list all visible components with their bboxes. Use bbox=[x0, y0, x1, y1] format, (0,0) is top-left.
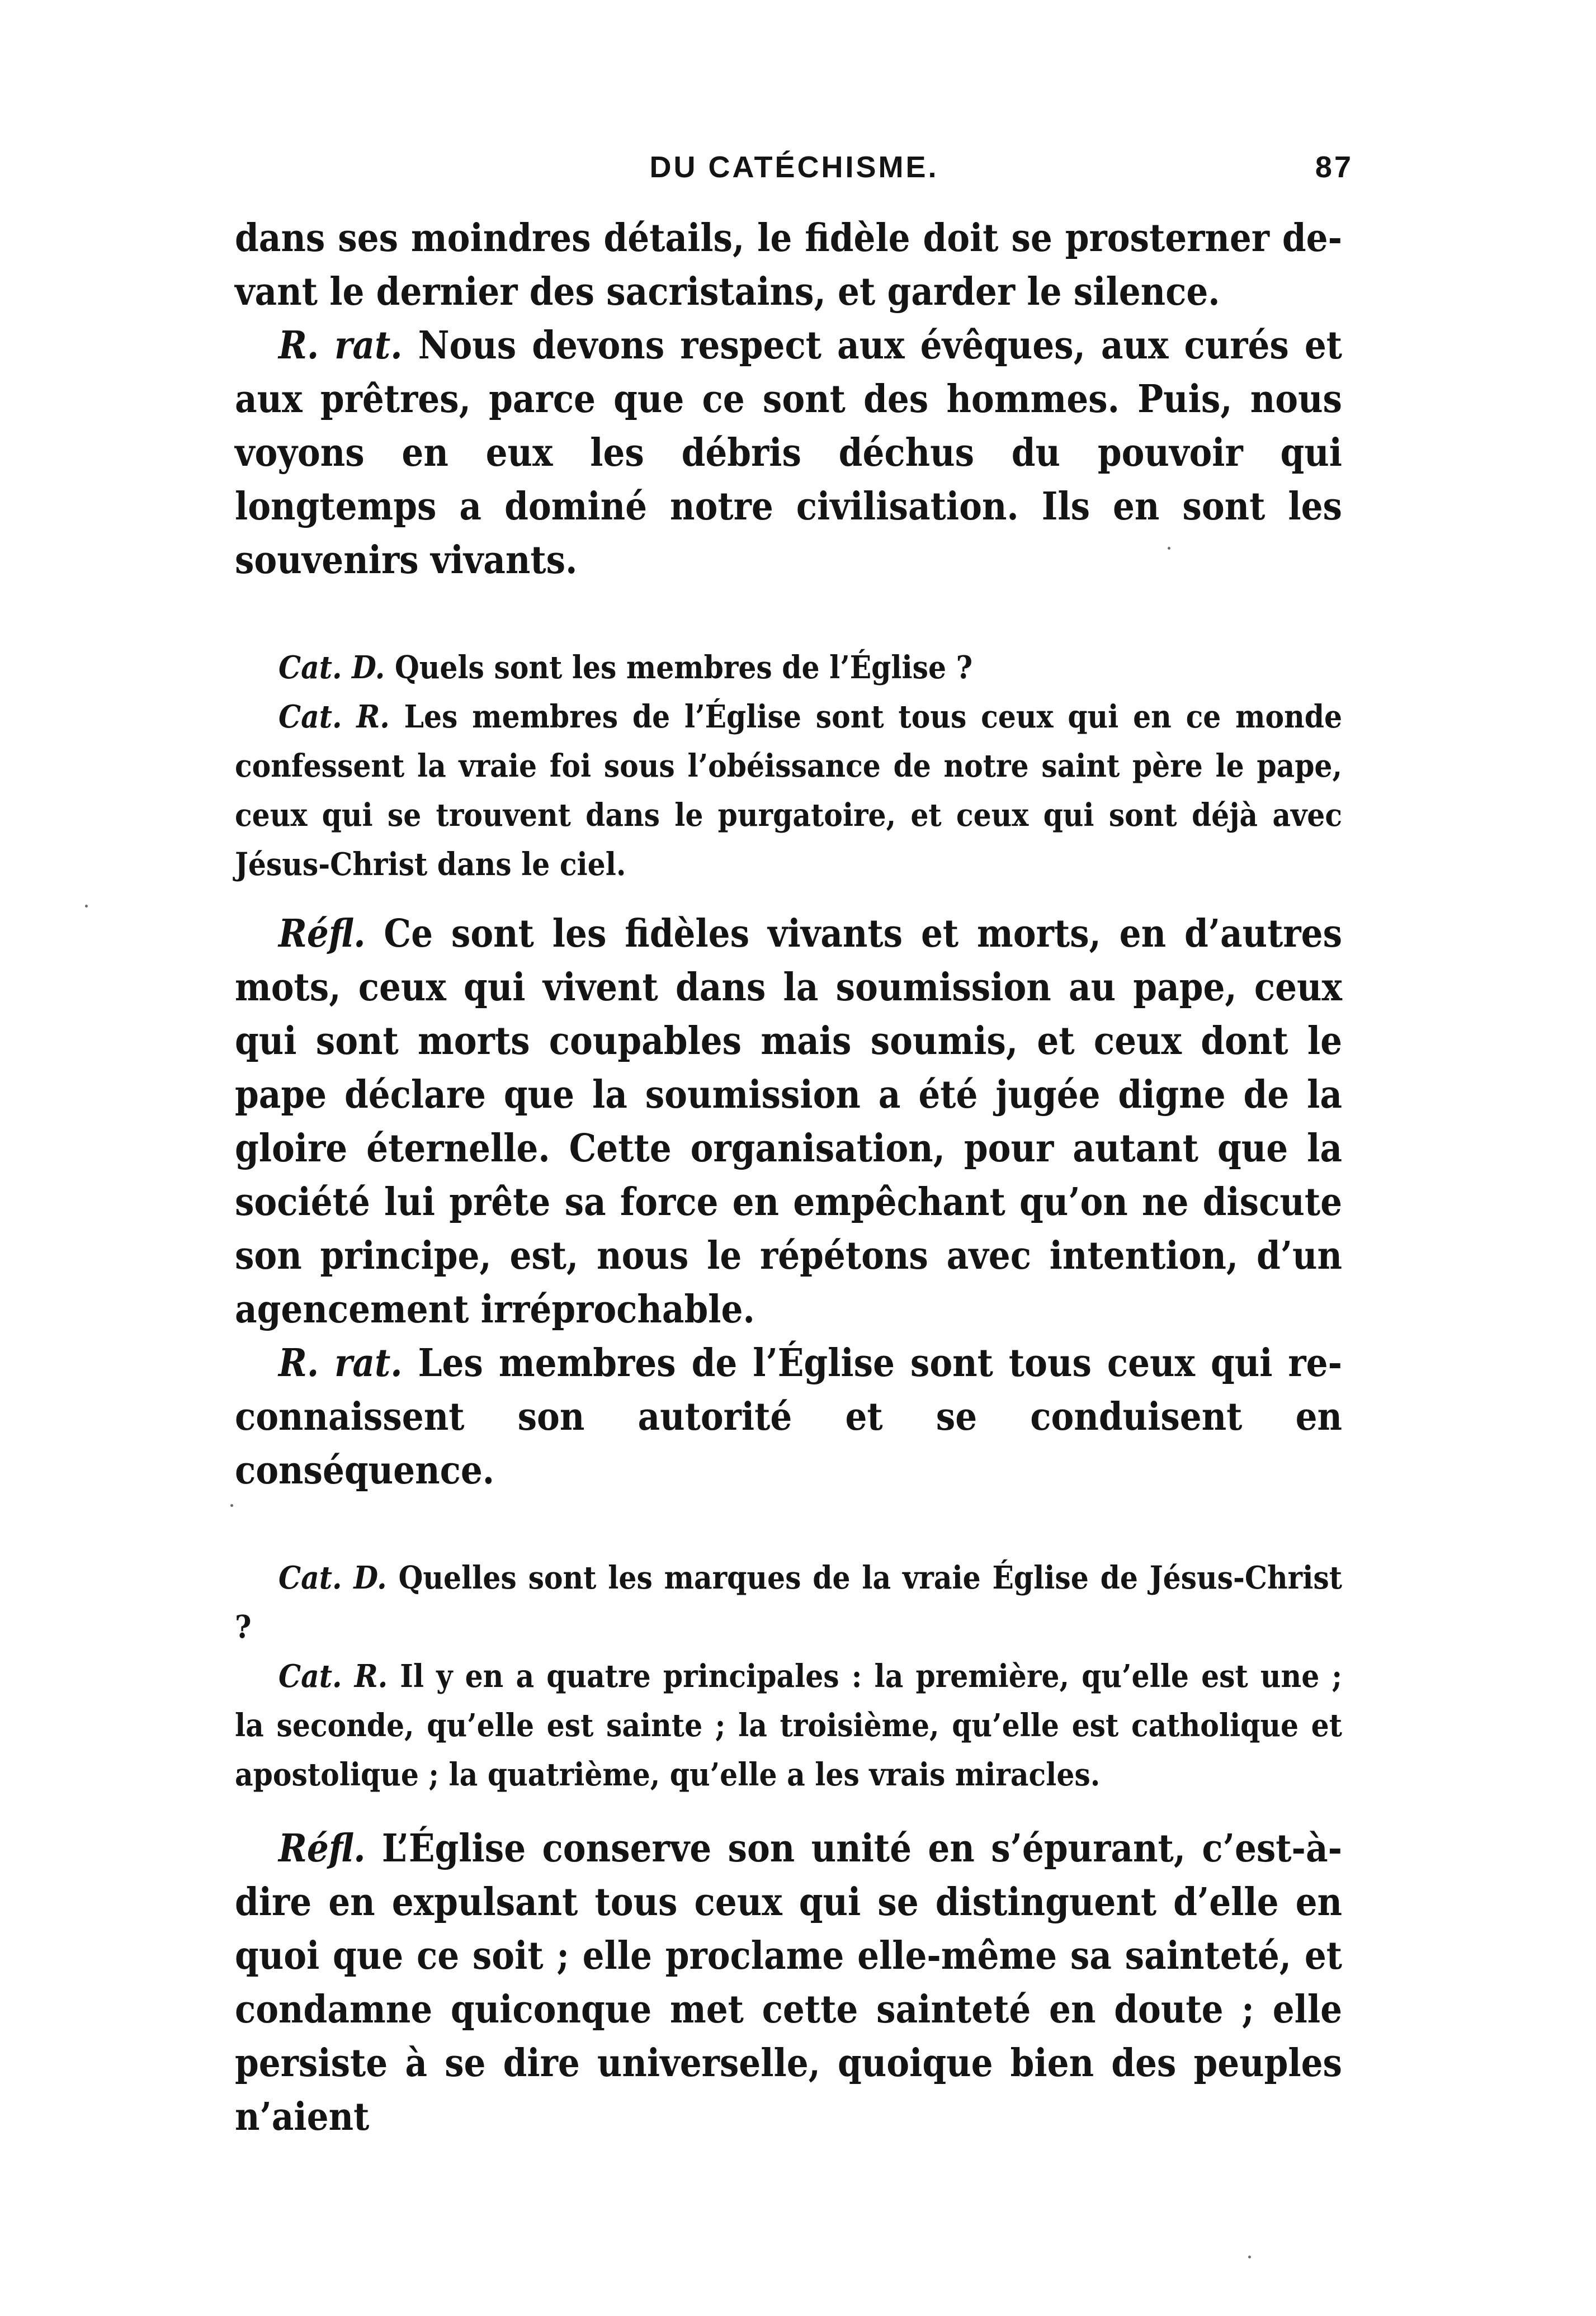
running-head bbox=[235, 150, 1353, 195]
paragraph-text: Les membres de l’Église sont tous ceux qui en ce monde confessent la vraie foi sous l’obéissance de notre saint père le pape, ceux qui se trouvent dans le purgatoire, et ceux qui sont déjà avec Jésus-Christ dans le ciel. bbox=[235, 698, 1342, 883]
paragraph-catechism-question bbox=[235, 643, 1342, 692]
paragraph-text: dans ses moindres détails, le fidèle doit se prosterner devant le dernier des sacristains, et garder le silence. bbox=[235, 216, 1342, 314]
body-text bbox=[235, 211, 1342, 2144]
paragraph-text: Il y en a quatre principales : la première, qu’elle est une ; la seconde, qu’elle est sainte ; la troisième, qu’elle est catholique et apostolique ; la quatrième, qu’elle a les vrais miracles. bbox=[235, 1658, 1342, 1793]
paragraph-text: Quelles sont les marques de la vraie Église de Jésus-Christ ? bbox=[235, 1559, 1342, 1646]
paragraph-reflection bbox=[235, 907, 1342, 1336]
page-number: 87 bbox=[1315, 150, 1353, 184]
section-gap bbox=[235, 1497, 1342, 1553]
paragraph-catechism-answer bbox=[235, 1652, 1342, 1799]
paragraph-lead: Réfl. bbox=[278, 911, 366, 956]
paragraph-catechism-answer bbox=[235, 692, 1342, 889]
section-gap bbox=[235, 587, 1342, 643]
paragraph-lead: Cat. D. bbox=[278, 649, 385, 686]
paper-speck bbox=[230, 1504, 233, 1507]
paper-speck bbox=[85, 905, 88, 908]
paragraph-continuation bbox=[235, 211, 1342, 319]
paper-speck bbox=[1168, 547, 1170, 550]
paragraph-text: Quels sont les membres de l’Église ? bbox=[385, 649, 973, 686]
paper-speck bbox=[1248, 2256, 1251, 2258]
running-title: DU CATÉCHISME. bbox=[649, 150, 939, 184]
paragraph-lead: Cat. R. bbox=[278, 698, 390, 735]
paragraph-text: L’Église conserve son unité en s’épurant, c’est-à-dire en expulsant tous ceux qui se distinguent d’elle en quoi que ce soit ; elle proclame elle-même sa sainteté, et condamne quiconque met cette sainteté en doute ; elle persiste à se dire universelle, quoique bien des peuples n’aient bbox=[235, 1826, 1342, 2139]
paragraph-lead: Cat. R. bbox=[278, 1658, 388, 1695]
paragraph-rat-response bbox=[235, 319, 1342, 587]
paragraph-gap bbox=[235, 1799, 1342, 1822]
paragraph-lead: Réfl. bbox=[278, 1826, 366, 1871]
paragraph-rat-response bbox=[235, 1336, 1342, 1497]
paragraph-gap bbox=[235, 889, 1342, 907]
paragraph-catechism-question bbox=[235, 1553, 1342, 1652]
paragraph-lead: R. rat. bbox=[278, 323, 403, 368]
paragraph-text: Ce sont les fidèles vivants et morts, en d’autres mots, ceux qui vivent dans la soumission au pape, ceux qui sont morts coupables mais soumis, et ceux dont le pape déclare que la soumission a été jugée digne de la gloire éternelle. Cette organisation, pour autant que la société lui prête sa force en empêchant qu’on ne discute son principe, est, nous le répétons avec intention, d’un agencement irréprochable. bbox=[235, 911, 1342, 1332]
paragraph-text: Les membres de l’Église sont tous ceux qui reconnaissent son autorité et se conduisent en conséquence. bbox=[235, 1341, 1342, 1493]
paragraph-text: Nous devons respect aux évêques, aux curés et aux prêtres, parce que ce sont des hommes. Puis, nous voyons en eux les débris déchus du pouvoir qui longtemps a dominé notre civilisation. Ils en sont les souvenirs vivants. bbox=[235, 323, 1343, 583]
paragraph-lead: R. rat. bbox=[278, 1341, 403, 1386]
paragraph-lead: Cat. D. bbox=[278, 1559, 387, 1596]
paragraph-reflection bbox=[235, 1822, 1342, 2144]
